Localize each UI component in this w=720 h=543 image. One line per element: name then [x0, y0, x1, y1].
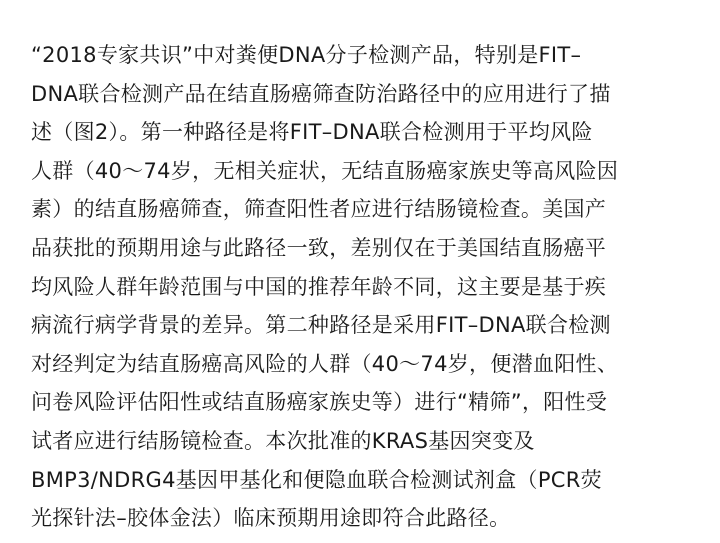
text-line: 品获批的预期用途与此路径一致，差别仅在于美国结直肠癌平 — [31, 235, 607, 260]
text-line: 人群（40～74岁，无相关症状，无结直肠癌家族史等高风险因 — [31, 158, 619, 183]
text-line: 对经判定为结直肠癌高风险的人群（40～74岁，便潜血阳性、 — [31, 351, 619, 376]
text-line: BMP3/NDRG4基因甲基化和便隐血联合检测试剂盒（PCR荧 — [31, 467, 602, 492]
text-line: 问卷风险评估阳性或结直肠癌家族史等）进行“精筛”，阳性受 — [31, 390, 608, 415]
text-line: 试者应进行结肠镜检查。本次批准的KRAS基因突变及 — [31, 428, 535, 453]
text-line: DNA联合检测产品在结直肠癌筛查防治路径中的应用进行了描 — [31, 81, 611, 106]
text-line: 素）的结直肠癌筛查，筛查阳性者应进行结肠镜检查。美国产 — [31, 197, 607, 222]
text-line: 光探针法–胶体金法）临床预期用途即符合此路径。 — [31, 506, 511, 531]
article-paragraph — [31, 36, 701, 538]
text-line: 述（图2）。第一种路径是将FIT–DNA联合检测用于平均风险 — [31, 120, 593, 145]
text-line: 均风险人群年龄范围与中国的推荐年龄不同，这主要是基于疾 — [31, 274, 607, 299]
text-line: “2018专家共识”中对粪便DNA分子检测产品，特别是FIT– — [31, 43, 582, 67]
text-line: 病流行病学背景的差异。第二种路径是采用FIT–DNA联合检测 — [31, 313, 611, 338]
